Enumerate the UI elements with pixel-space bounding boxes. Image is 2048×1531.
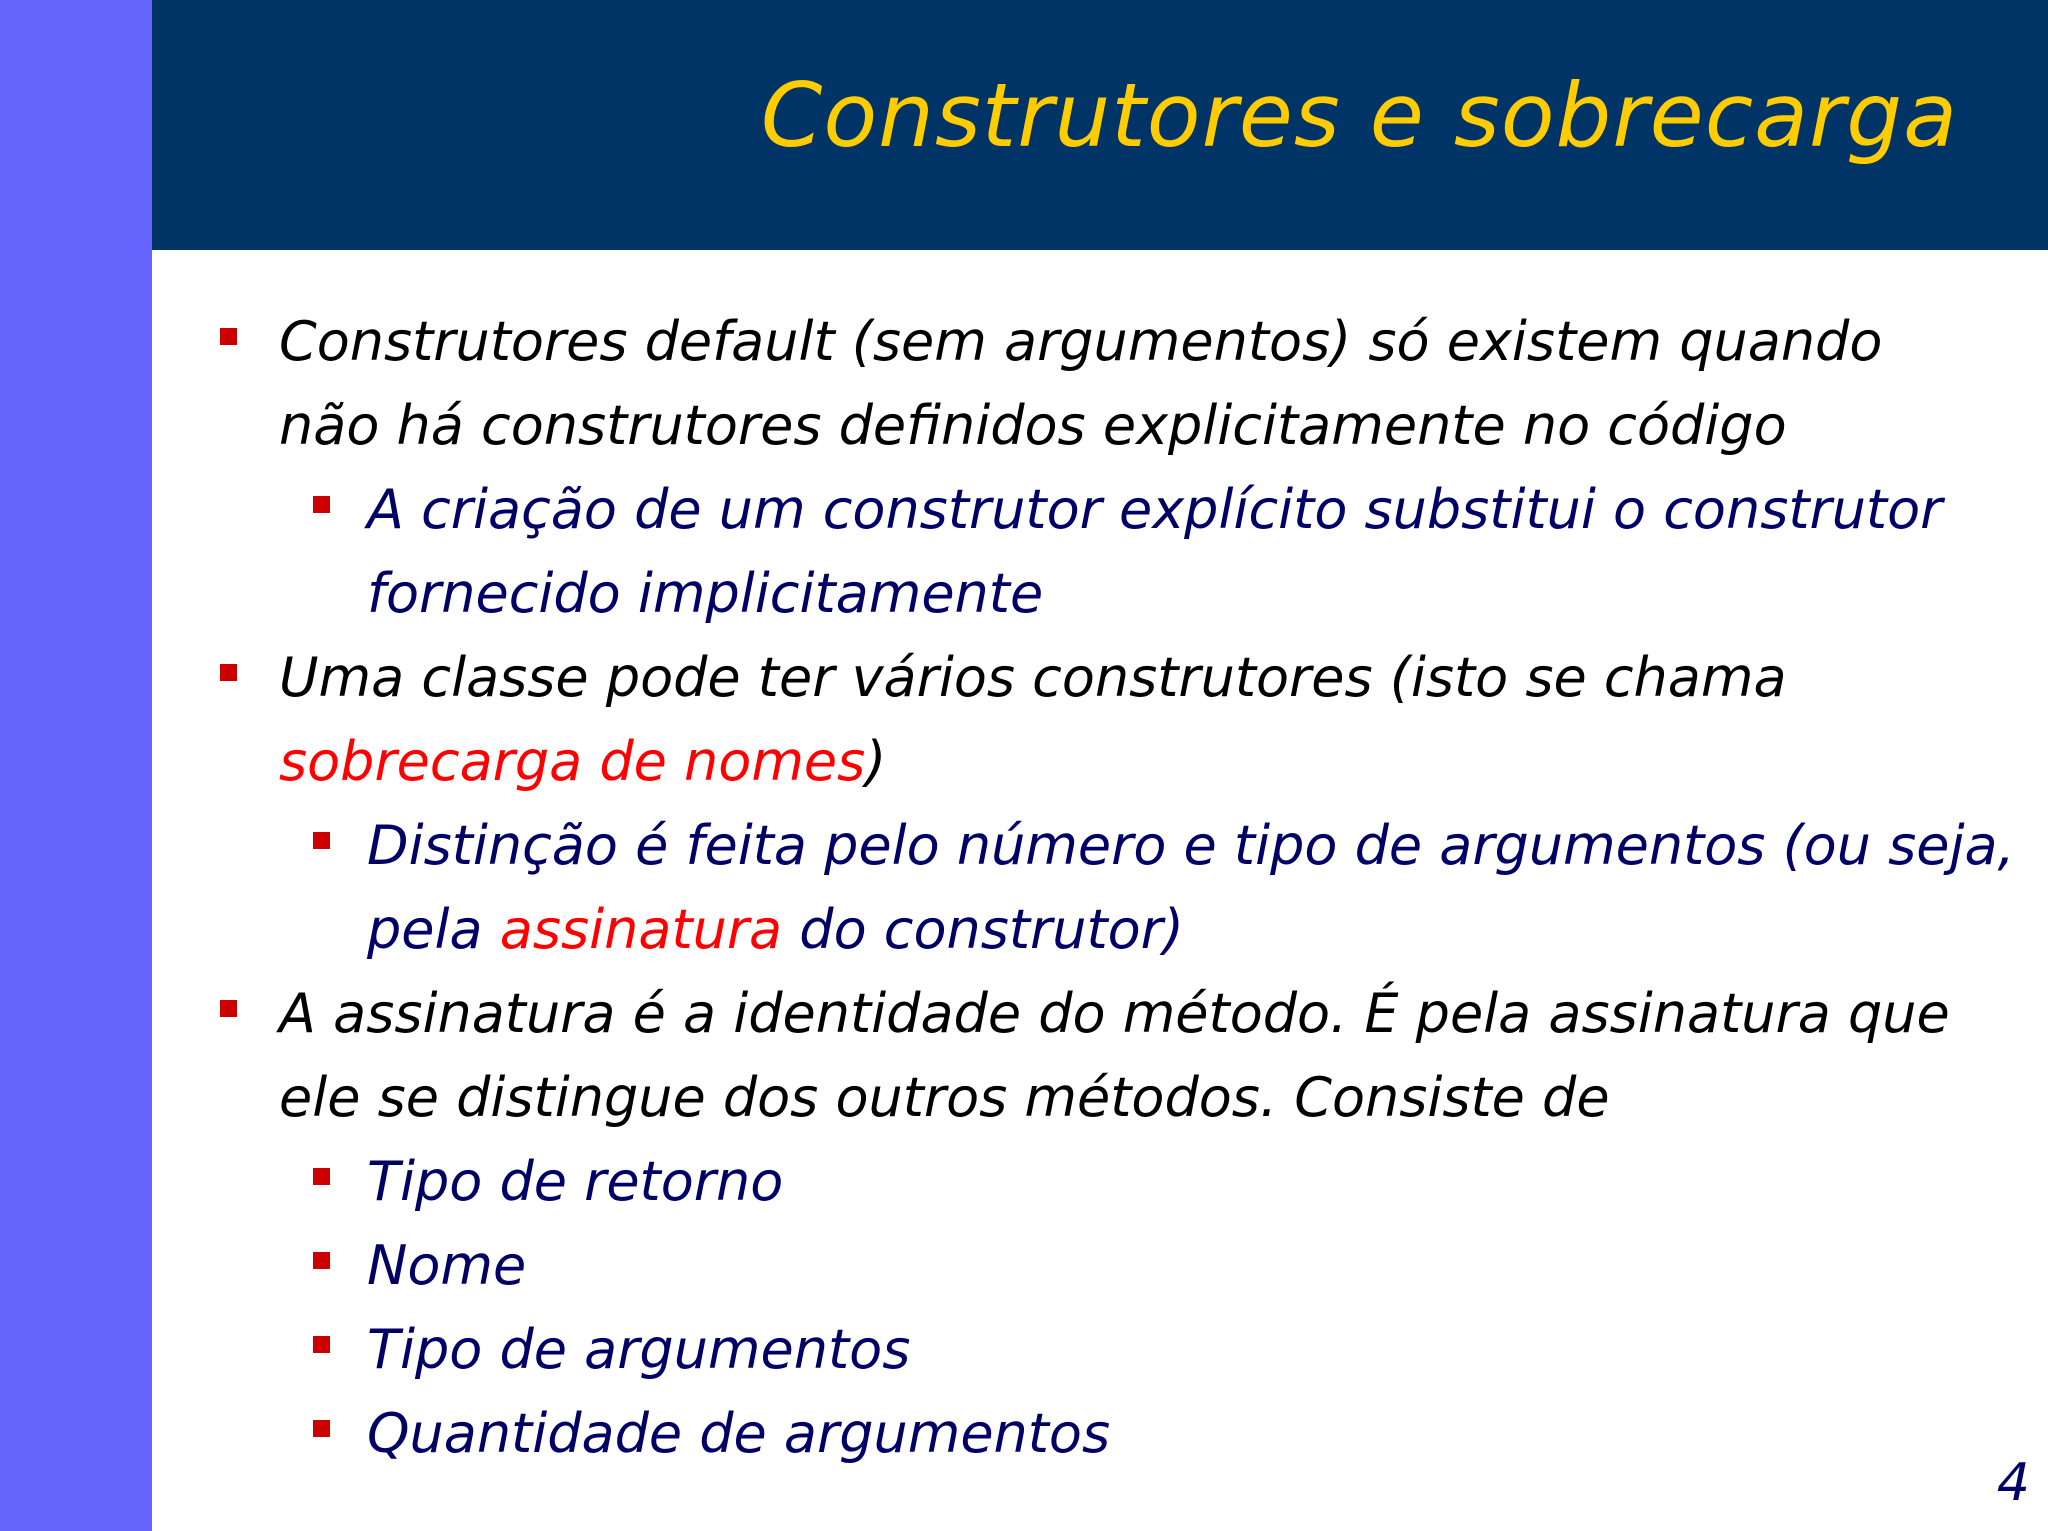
subbullet-argument-types: [215, 1308, 2015, 1392]
title-bar: [152, 0, 2048, 250]
bullet-square-icon: [313, 496, 330, 513]
bullet-text-line: ele se distingue dos outros métodos. Consiste de: [279, 1066, 1610, 1129]
bullet-text-line: A assinatura é a identidade do método. É pela assinatura que: [279, 982, 1950, 1045]
subbullet-return-type: [215, 1140, 2015, 1224]
slide-title: Construtores e sobrecarga: [760, 64, 1958, 167]
bullet-text-line: não há construtores definidos explicitamente no código: [279, 394, 1787, 457]
highlight-term: assinatura: [499, 898, 783, 961]
subbullet-explicit-constructor: [215, 468, 2015, 636]
bullet-multiple-constructors: [215, 636, 2015, 804]
bullet-square-icon: [313, 1252, 330, 1269]
bullet-square-icon: [313, 1420, 330, 1437]
bullet-square-icon: [313, 1168, 330, 1185]
bullet-text-line: Quantidade de argumentos: [367, 1402, 1111, 1465]
bullet-default-constructors: [215, 300, 2015, 468]
bullet-text-line: [367, 888, 2015, 972]
subbullet-name: [215, 1224, 2015, 1308]
left-accent-bar: [0, 0, 152, 1531]
slide-number: 4: [1996, 1453, 2030, 1513]
bullet-text-line: [279, 720, 2015, 804]
bullet-text-line: Nome: [367, 1234, 527, 1297]
bullet-text-line: Tipo de argumentos: [367, 1318, 911, 1381]
bullet-signature: [215, 972, 2015, 1140]
bullet-square-icon: [313, 1336, 330, 1353]
subbullet-argument-count: [215, 1392, 2015, 1476]
bullet-square-icon: [220, 1000, 237, 1017]
slide-content: [215, 300, 2015, 1476]
bullet-text-line: Construtores default (sem argumentos) só existem quando: [279, 310, 1883, 373]
bullet-text-line: Tipo de retorno: [367, 1150, 784, 1213]
bullet-text-line: fornecido implicitamente: [367, 562, 1044, 625]
bullet-square-icon: [313, 832, 330, 849]
bullet-square-icon: [220, 328, 237, 345]
highlight-term: sobrecarga de nomes: [279, 730, 866, 793]
bullet-square-icon: [220, 664, 237, 681]
bullet-text-fragment: pela: [367, 898, 500, 961]
bullet-text-fragment: do construtor): [782, 898, 1184, 961]
subbullet-distinction: [215, 804, 2015, 972]
bullet-text-line: Distinção é feita pelo número e tipo de argumentos (ou seja,: [367, 814, 2015, 877]
bullet-text-fragment: ): [865, 730, 887, 793]
bullet-text-line: Uma classe pode ter vários construtores (isto se chama: [279, 646, 1787, 709]
bullet-text-line: A criação de um construtor explícito substitui o construtor: [367, 478, 1943, 541]
